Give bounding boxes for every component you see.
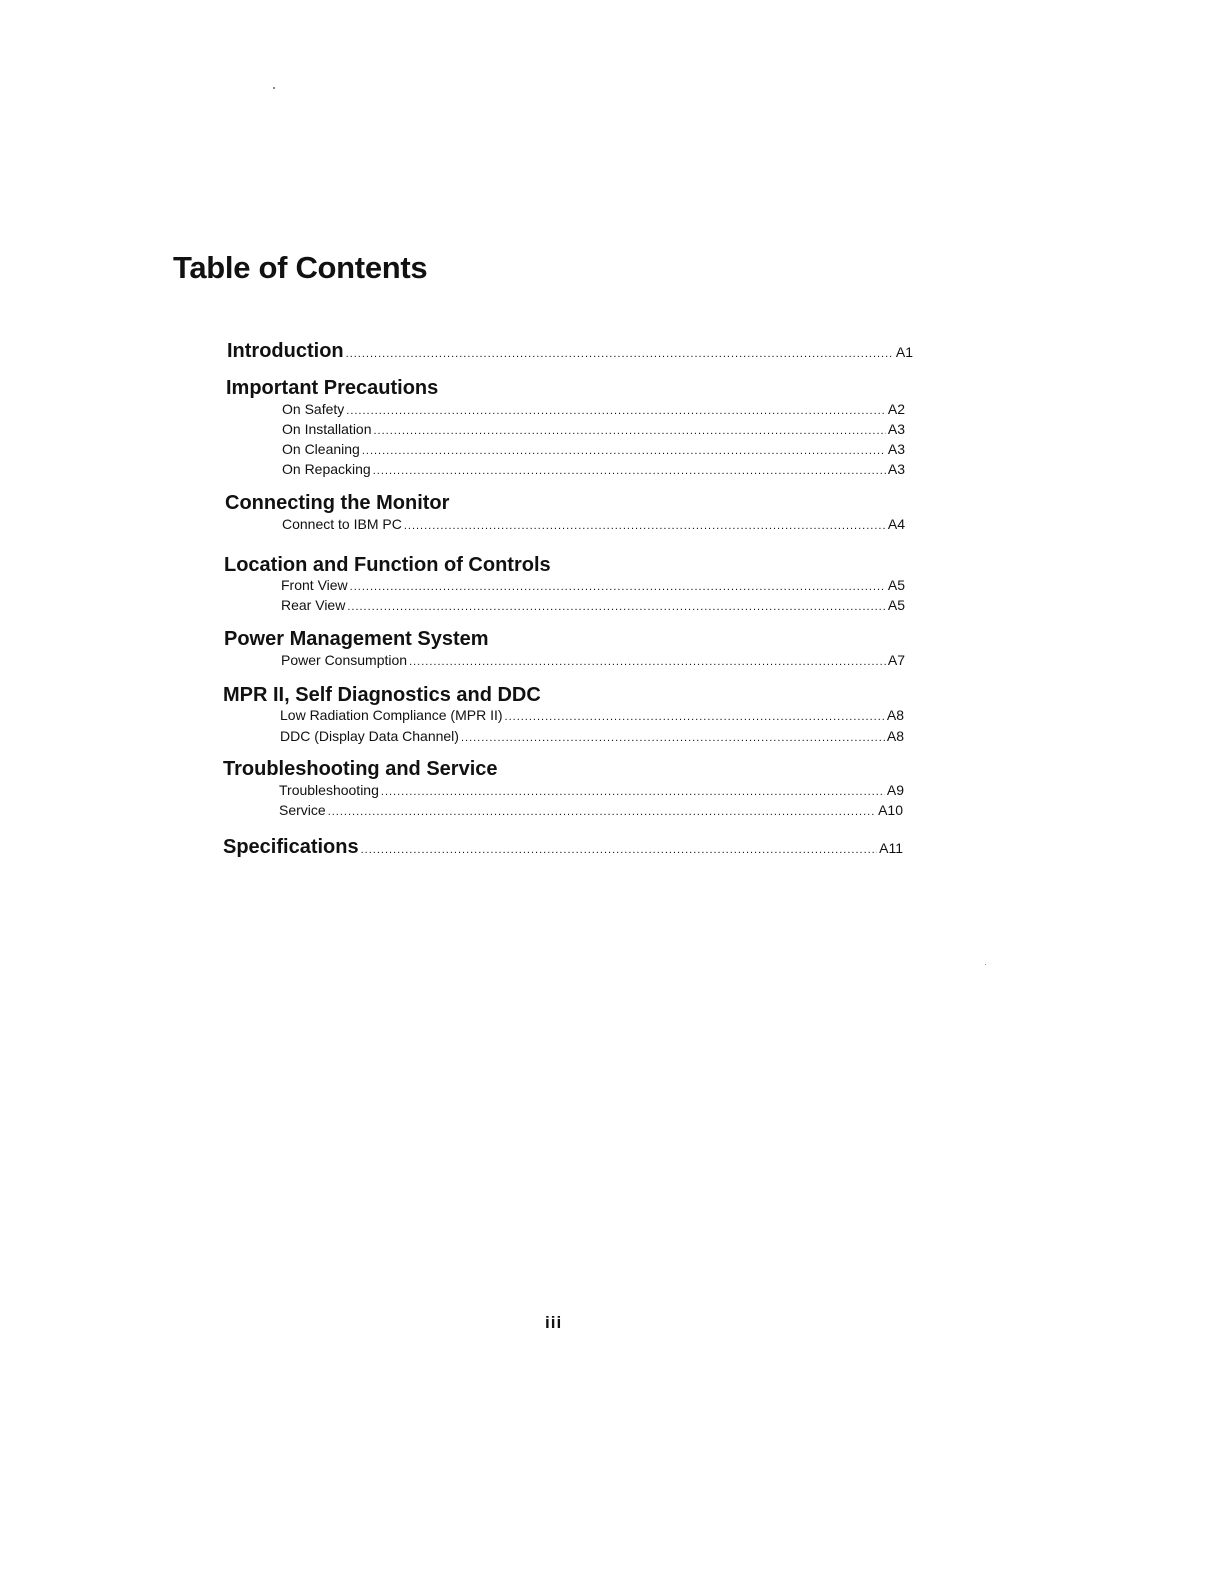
- toc-entry-specifications[interactable]: [223, 836, 903, 859]
- toc-entry-on-repacking[interactable]: [282, 462, 905, 477]
- toc-entry-on-installation[interactable]: [282, 422, 905, 437]
- toc-entry-page: A5: [887, 597, 905, 613]
- toc-heading-precautions[interactable]: Important Precautions: [226, 377, 439, 399]
- toc-entry-power-consumption[interactable]: [281, 653, 905, 668]
- toc-entry-label: Front View: [281, 577, 348, 593]
- toc-entry-on-cleaning[interactable]: [282, 442, 905, 457]
- toc-entry-service[interactable]: [279, 803, 903, 818]
- dot-leader: [346, 348, 894, 360]
- dot-leader: [461, 733, 885, 744]
- dot-leader: [350, 582, 886, 593]
- toc-entry-label: Service: [279, 802, 326, 818]
- toc-entry-low-radiation[interactable]: [280, 708, 904, 723]
- dot-leader: [361, 844, 878, 856]
- page-number: iii: [545, 1313, 563, 1332]
- toc-entry-label: On Installation: [282, 421, 372, 437]
- dot-leader: [346, 406, 886, 417]
- toc-entry-page: A1: [895, 344, 913, 360]
- toc-entry-page: A4: [887, 516, 905, 532]
- toc-entry-page: A3: [887, 441, 905, 457]
- dot-leader: [347, 602, 886, 613]
- toc-entry-page: A9: [886, 782, 904, 798]
- toc-entry-label: On Safety: [282, 401, 345, 417]
- toc-entry-label: DDC (Display Data Channel): [280, 728, 459, 744]
- toc-entry-label: Specifications: [223, 836, 359, 858]
- toc-heading-connecting[interactable]: Connecting the Monitor: [225, 492, 450, 514]
- toc-heading-controls[interactable]: Location and Function of Controls: [224, 554, 551, 576]
- dot-leader: [373, 466, 886, 477]
- toc-entry-connect-ibm-pc[interactable]: [282, 517, 905, 532]
- toc-entry-label: On Cleaning: [282, 441, 360, 457]
- toc-entry-on-safety[interactable]: [282, 402, 905, 417]
- toc-entry-page: A8: [886, 707, 904, 723]
- dot-leader: [409, 657, 886, 668]
- toc-entry-page: A8: [886, 728, 904, 744]
- toc-entry-label: On Repacking: [282, 461, 371, 477]
- dot-leader: [505, 712, 885, 723]
- dot-leader: [328, 807, 876, 818]
- toc-entry-page: A11: [879, 840, 903, 856]
- toc-entry-page: A2: [887, 401, 905, 417]
- toc-entry-label: Introduction: [227, 340, 344, 362]
- toc-entry-label: Low Radiation Compliance (MPR II): [280, 707, 503, 723]
- toc-entry-label: Rear View: [281, 597, 346, 613]
- toc-entry-introduction[interactable]: [227, 340, 913, 363]
- toc-entry-troubleshooting[interactable]: [279, 783, 904, 798]
- toc-entry-page: A3: [887, 461, 905, 477]
- toc-entry-label: Connect to IBM PC: [282, 516, 402, 532]
- toc-entry-label: Troubleshooting: [279, 782, 379, 798]
- dot-leader: [381, 787, 885, 798]
- toc-heading-mpr[interactable]: MPR II, Self Diagnostics and DDC: [223, 684, 541, 706]
- toc-entry-front-view[interactable]: [281, 578, 905, 593]
- dot-leader: [362, 446, 886, 457]
- toc-entry-page: A5: [887, 577, 905, 593]
- toc-entry-page: A10: [878, 802, 903, 818]
- toc-entry-page: A7: [887, 652, 905, 668]
- dot-leader: [404, 521, 886, 532]
- page-title: Table of Contents: [173, 250, 428, 285]
- toc-heading-troubleshooting[interactable]: Troubleshooting and Service: [223, 758, 498, 780]
- toc-entry-ddc[interactable]: [280, 729, 904, 744]
- toc-entry-page: A3: [887, 421, 905, 437]
- dot-leader: [374, 426, 886, 437]
- toc-heading-power[interactable]: Power Management System: [224, 628, 489, 650]
- toc-entry-label: Power Consumption: [281, 652, 408, 668]
- scan-speck: [985, 964, 986, 965]
- scan-speck: [273, 87, 275, 89]
- toc-entry-rear-view[interactable]: [281, 598, 905, 613]
